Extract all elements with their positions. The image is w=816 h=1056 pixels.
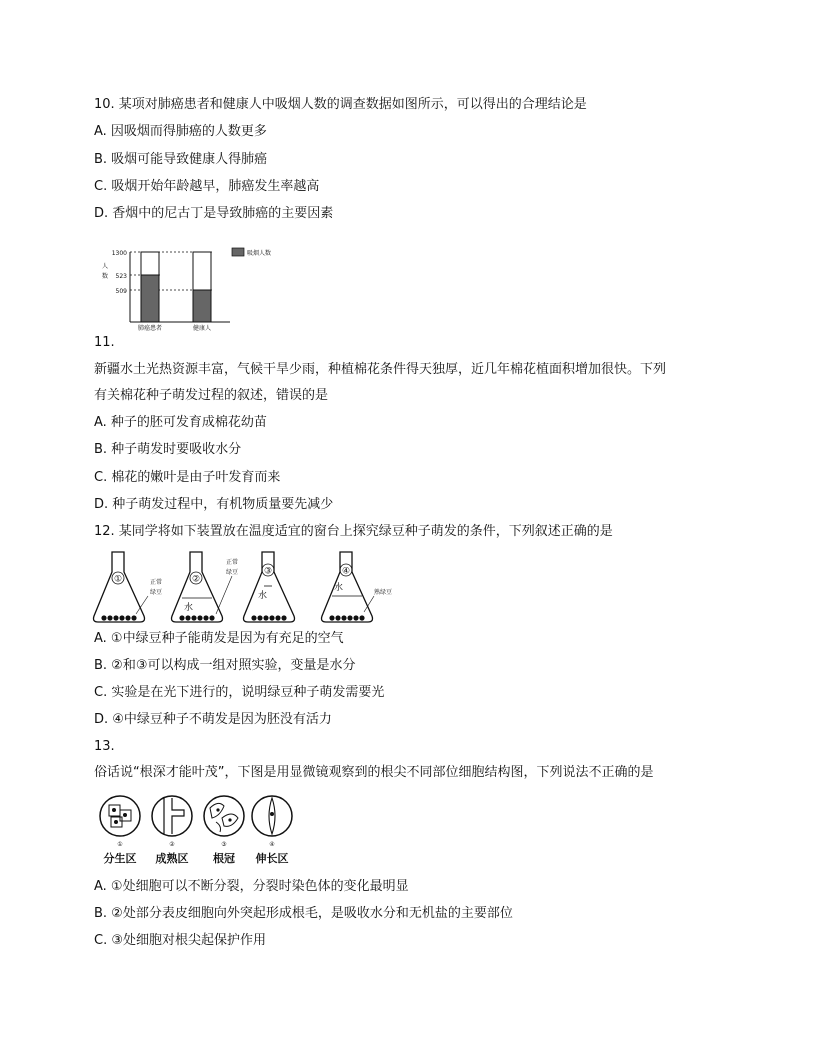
q10-option-d: D. 香烟中的尼古丁是导致肺癌的主要因素	[94, 206, 334, 221]
flask-4-water: 水	[334, 583, 344, 593]
q11-stem-line1: 新疆水土光热资源丰富，气候干旱少雨，种植棉花条件得天独厚，近几年棉花植面积增加很快。下列	[94, 362, 667, 377]
cell-2-label: 成熟区	[155, 852, 189, 865]
flask-2	[172, 552, 239, 622]
q11-option-c: C. 棉花的嫩叶是由子叶发育而来	[94, 470, 281, 485]
q12-option-b: B. ②和③可以构成一组对照实验，变量是水分	[94, 658, 356, 673]
root-tip-cells-figure	[92, 790, 312, 870]
q13-option-a: A. ①处细胞可以不断分裂，分裂时染色体的变化最明显	[94, 879, 409, 894]
flask-1	[94, 552, 163, 622]
q10-option-a: A. 因吸烟而得肺癌的人数更多	[94, 124, 267, 139]
flask-3-number: ③	[263, 566, 273, 577]
bar-smokers-0	[141, 275, 159, 322]
q11-number: 11.	[94, 335, 115, 350]
x-label-patients: 肺癌患者	[137, 325, 163, 332]
y-label-shu: 数	[102, 273, 109, 280]
q12-stem: 12. 某同学将如下装置放在温度适宜的窗台上探究绿豆种子萌发的条件，下列叙述正确的是	[94, 524, 613, 539]
q11-stem-line2: 有关棉花种子萌发过程的叙述，错误的是	[94, 388, 329, 403]
cell-4-number: ④	[269, 841, 275, 848]
tick-509: 509	[115, 288, 127, 295]
q13-option-b: B. ②处部分表皮细胞向外突起形成根毛，是吸收水分和无机盐的主要部位	[94, 906, 513, 921]
tick-523: 523	[115, 273, 127, 280]
x-label-healthy: 健康人	[192, 325, 212, 332]
cell-4-elongation	[252, 796, 292, 865]
flask-4-label: 熟绿豆	[374, 589, 393, 596]
flask-3-water: 水	[258, 591, 268, 601]
y-label-ren: 人	[102, 263, 109, 270]
q10-option-b: B. 吸烟可能导致健康人得肺癌	[94, 152, 268, 167]
q13-stem: 俗话说“根深才能叶茂”，下图是用显微镜观察到的根尖不同部位细胞结构图，下列说法不正确的是	[94, 765, 654, 780]
cell-3-label: 根冠	[213, 852, 235, 865]
q12-option-d: D. ④中绿豆种子不萌发是因为胚没有活力	[94, 712, 332, 727]
flask-1-label-b: 绿豆	[150, 589, 163, 596]
flask-1-number: ①	[113, 574, 123, 585]
cell-1-label: 分生区	[103, 852, 137, 865]
cell-2-number: ②	[169, 841, 175, 848]
q12-option-a: A. ①中绿豆种子能萌发是因为有充足的空气	[94, 631, 344, 646]
flask-1-label-a: 正常	[150, 579, 163, 586]
q11-option-a: A. 种子的胚可发育成棉花幼苗	[94, 415, 267, 430]
flask-experiment-figure	[92, 548, 412, 628]
bar-smokers-1	[193, 290, 211, 322]
y-tick-labels	[112, 250, 127, 295]
flask-2-number: ②	[191, 574, 201, 585]
flask-2-label-a: 正常	[226, 559, 239, 566]
smoking-bar-chart	[92, 240, 292, 332]
cell-4-label: 伸长区	[255, 852, 289, 865]
legend-swatch	[232, 248, 244, 256]
flask-2-water: 水	[184, 603, 194, 613]
flask-3	[244, 552, 295, 622]
cell-1-meristem	[100, 796, 140, 865]
cell-2-maturation	[152, 796, 192, 865]
flask-4-number: ④	[341, 566, 351, 577]
q13-number: 13.	[94, 739, 115, 754]
flask-2-label-b: 绿豆	[226, 569, 239, 576]
q11-option-d: D. 种子萌发过程中，有机物质量要先减少	[94, 497, 334, 512]
legend-label: 吸烟人数	[247, 250, 272, 257]
q10-stem: 10. 某项对肺癌患者和健康人中吸烟人数的调查数据如图所示，可以得出的合理结论是	[94, 97, 587, 112]
tick-1300: 1300	[111, 250, 127, 257]
cell-3-number: ③	[221, 841, 227, 848]
q13-option-c: C. ③处细胞对根尖起保护作用	[94, 933, 266, 948]
cell-3-root-cap	[204, 796, 244, 865]
q11-option-b: B. 种子萌发时要吸收水分	[94, 442, 242, 457]
q12-option-c: C. 实验是在光下进行的，说明绿豆种子萌发需要光	[94, 685, 385, 700]
q10-option-c: C. 吸烟开始年龄越早，肺癌发生率越高	[94, 179, 320, 194]
cell-1-number: ①	[117, 841, 123, 848]
flask-4	[322, 552, 393, 622]
